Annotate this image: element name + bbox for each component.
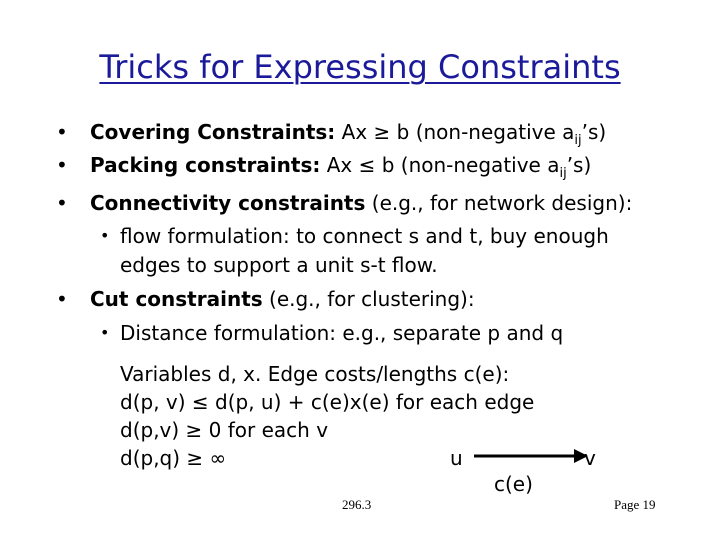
bullet-packing-sub: ij (559, 166, 567, 181)
sub-bullet-flow: flow formulation: to connect s and t, buy enough (120, 224, 609, 248)
bullet-dot-icon: • (56, 120, 68, 144)
formula-nonneg: d(p,v) ≥ 0 for each v (120, 418, 329, 442)
bullet-covering (90, 120, 607, 148)
bullet-covering-post: ’s) (581, 120, 607, 144)
node-v-label: v (584, 446, 596, 470)
bullet-covering-label: Covering Constraints: (90, 120, 336, 144)
formula-variables: Variables d, x. Edge costs/lengths c(e): (120, 362, 510, 386)
bullet-packing (90, 153, 592, 181)
sub-bullet-dot-icon: • (100, 323, 110, 342)
formula-triangle: d(p, v) ≤ d(p, u) + c(e)x(e) for each edge (120, 390, 535, 414)
bullet-packing-post: ’s) (566, 153, 592, 177)
edge-cost-label: c(e) (494, 472, 533, 496)
footer-page-number: Page 19 (614, 497, 656, 512)
sub-bullet-dot-icon: • (100, 226, 110, 245)
bullet-covering-text: Ax ≥ b (non-negative a (335, 120, 575, 144)
bullet-covering-sub: ij (574, 133, 582, 148)
footer-course-number: 296.3 (342, 497, 372, 512)
bullet-dot-icon: • (56, 191, 68, 215)
node-u-label: u (450, 446, 463, 470)
bullet-cut-label: Cut constraints (90, 287, 263, 311)
bullet-connectivity-text: (e.g., for network design): (365, 191, 633, 215)
formula-infinity: d(p,q) ≥ ∞ (120, 446, 227, 470)
bullet-cut-text: (e.g., for clustering): (262, 287, 475, 311)
bullet-packing-label: Packing constraints: (90, 153, 321, 177)
bullet-packing-text: Ax ≤ b (non-negative a (320, 153, 560, 177)
sub-bullet-distance: Distance formulation: e.g., separate p and q (120, 321, 564, 345)
sub-bullet-flow-continuation: edges to support a unit s-t flow. (120, 253, 438, 277)
bullet-connectivity-label: Connectivity constraints (90, 191, 366, 215)
bullet-connectivity (90, 191, 632, 215)
bullet-dot-icon: • (56, 287, 68, 311)
bullet-cut (90, 287, 475, 311)
slide-title: Tricks for Expressing Constraints (99, 48, 621, 86)
bullet-dot-icon: • (56, 153, 68, 177)
